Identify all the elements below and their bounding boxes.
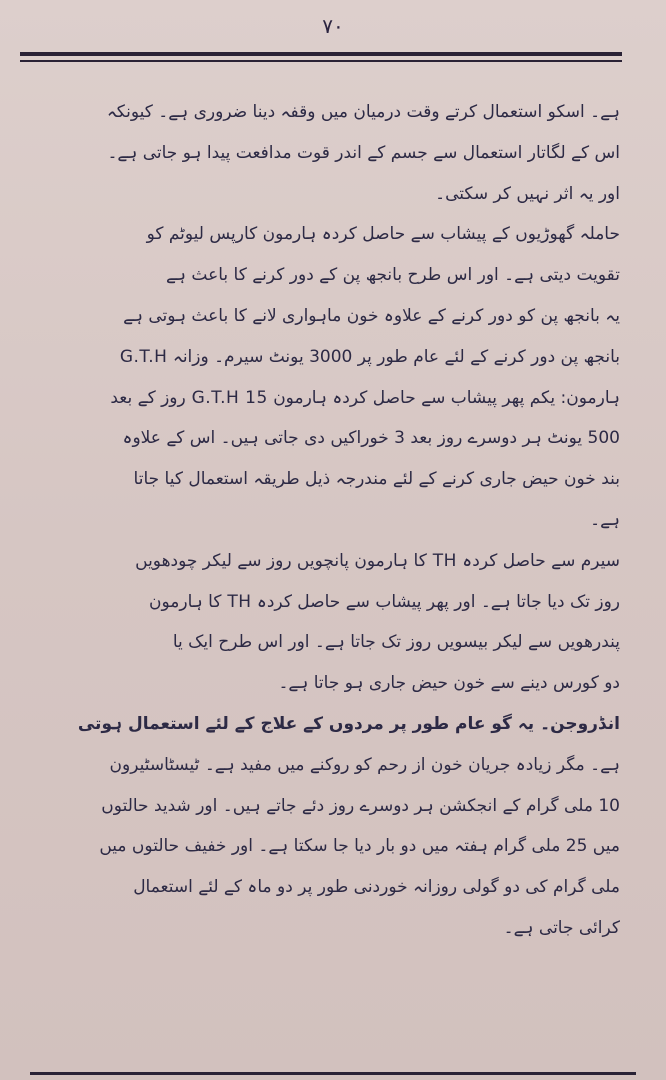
text-line: ہارمون: یکم پھر پیشاب سے حاصل کردہ ہارمون G.T.H 15 روز کے بعد [110, 387, 620, 408]
text-line: دو کورس دینے سے خون حیض جاری ہو جاتا ہے۔ [278, 673, 620, 694]
section-heading-line: انڈروجن۔ یہ گو عام طور پر مردوں کے علاج کے لئے استعمال ہوتی [77, 713, 620, 734]
text-line: میں 25 ملی گرام ہفتہ میں دو بار دیا جا سکتا ہے۔ اور خفیف حالتوں میں [99, 836, 620, 857]
text-line: پندرھویں سے لیکر بیسویں روز تک جاتا ہے۔ اور اس طرح ایک یا [172, 632, 620, 653]
text-line: 10 ملی گرام کے انجکشن ہر دوسرے روز دئے جاتے ہیں۔ اور شدید حالتوں [101, 795, 620, 816]
header-rule-thin [20, 60, 622, 62]
page-number: ٧٠ [322, 14, 344, 38]
text-line: ملی گرام کی دو گولی روزانہ خوردنی طور پر دو ماہ کے لئے استعمال [133, 877, 620, 898]
text-line: تقویت دیتی ہے۔ اور اس طرح بانجھ پن کے دور کرنے کا باعث ہے [166, 265, 620, 286]
text-line: کرائی جاتی ہے۔ [503, 917, 620, 938]
header-rule [20, 52, 622, 56]
text-line: ہے۔ اسکو استعمال کرتے وقت درمیان میں وقفہ دینا ضروری ہے۔ کیونکہ [106, 102, 620, 122]
text-line: ہے۔ [590, 509, 620, 530]
text-line: اس کے لگاتار استعمال سے جسم کے اندر قوت مدافعت پیدا ہو جاتی ہے۔ [107, 142, 620, 163]
footer-rule [30, 1072, 636, 1075]
text-line: روز تک دیا جاتا ہے۔ اور پھر پیشاب سے حاصل کردہ TH کا ہارمون [149, 591, 620, 612]
text-line: 500 یونٹ ہر دوسرے روز بعد 3 خوراکیں دی جاتی ہیں۔ اس کے علاوہ [122, 428, 620, 449]
text-line: یہ بانجھ پن کو دور کرنے کے علاوہ خون ماہواری لانے کا باعث ہوتی ہے [123, 305, 620, 326]
text-line: بند خون حیض جاری کرنے کے لئے مندرجہ ذیل طریقہ استعمال کیا جاتا [133, 469, 620, 490]
text-line: بانجھ پن دور کرنے کے لئے عام طور پر 3000 یونٹ سیرم۔ وزانہ G.T.H [119, 346, 620, 367]
text-line: سیرم سے حاصل کردہ TH کا ہارمون پانچویں روز سے لیکر چودھویں [135, 550, 620, 571]
text-line: ہے۔ مگر زیادہ جریان خون از رحم کو روکنے میں مفید ہے۔ ٹیسٹاسٹیرون [109, 754, 620, 775]
text-line: حاملہ گھوڑیوں کے پیشاب سے حاصل کردہ ہارمون کارپس لیوٹم کو [146, 224, 620, 245]
text-line: اور یہ اثر نہیں کر سکتی۔ [435, 183, 620, 204]
body-text [30, 92, 620, 949]
